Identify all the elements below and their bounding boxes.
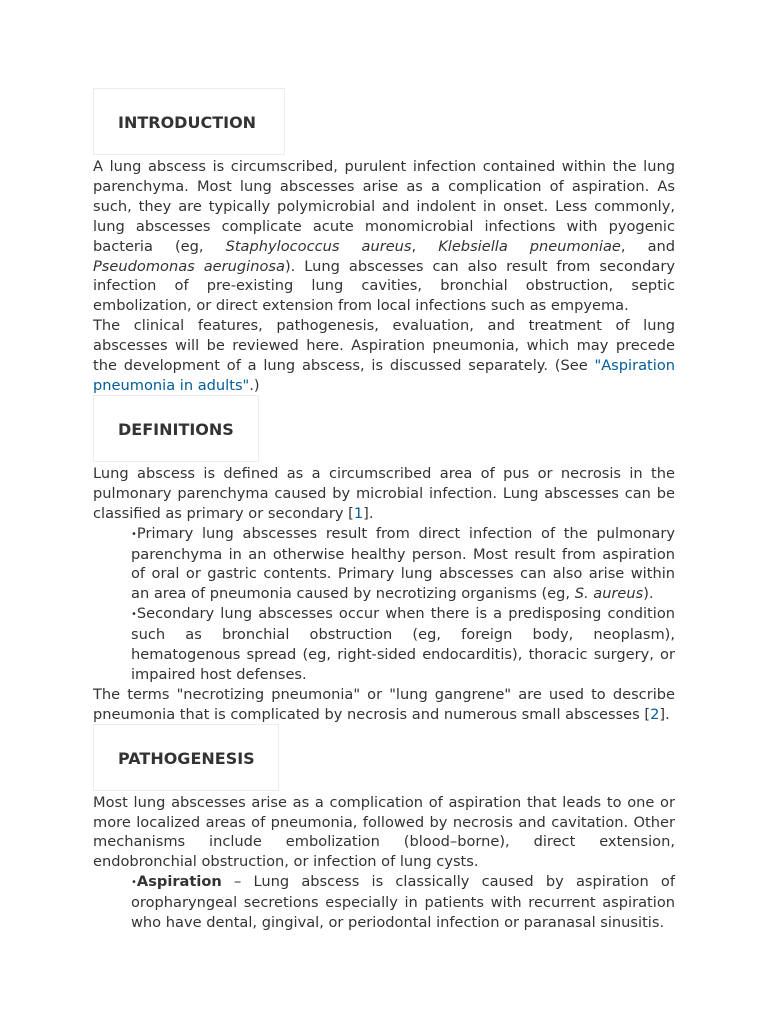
reference-link-2[interactable]: 2 — [650, 705, 660, 723]
intro-text: The clinical features, pathogenesis, evaluation, and treatment of lung abscesses will be reviewed here. Aspiration pneumonia, which may precede the development of a lung abscess, is discussed separately. (See — [93, 317, 675, 375]
definitions-text: ]. — [363, 504, 374, 522]
article — [93, 88, 675, 933]
bullet-icon: • — [131, 877, 137, 889]
bullet-term: Aspiration — [136, 873, 222, 891]
section-heading-pathogenesis: PATHOGENESIS — [93, 724, 279, 791]
reference-link-1[interactable]: 1 — [353, 504, 364, 522]
bullet-icon: • — [131, 609, 137, 621]
intro-text: ). Lung abscesses can also result from secondary infection of pre-existing lung cavities, bronchial obstruction, septic embolization, or direct extension from local infections such as empyema. — [93, 257, 675, 315]
pathogenesis-paragraph-1: Most lung abscesses arise as a complication of aspiration that leads to one or more localized areas of pneumonia, followed by necrosis and cavitation. Other mechanisms include embolization (blood–borne), direct extension, endobronchial obstruction, or infection of lung cysts. — [93, 793, 675, 871]
organism-name: Pseudomonas aeruginosa — [93, 257, 285, 275]
definitions-bullet-list — [93, 524, 675, 685]
section-heading-definitions: DEFINITIONS — [93, 395, 259, 462]
aspiration-pneumonia-link[interactable]: "Aspiration pneumonia in adults" — [93, 357, 675, 394]
definitions-text: The terms "necrotizing pneumonia" or "lung gangrene" are used to describe pneumonia that is complicated by necrosis and numerous small abscesses [ — [93, 685, 675, 723]
organism-name: Klebsiella pneumoniae — [438, 237, 621, 255]
list-item — [131, 524, 675, 605]
separator: , and — [620, 237, 676, 255]
definitions-text: Lung abscess is defined as a circumscribed area of pus or necrosis in the pulmonary parenchyma caused by microbial infection. Lung abscesses can be classified as primary or secondary [ — [93, 464, 675, 522]
definitions-paragraph-2 — [93, 685, 675, 725]
intro-text: A lung abscess is circumscribed, purulent infection contained within the lung parenchyma. Most lung abscesses arise as a complication of aspiration. As such, they are typically polymicrobial and indolent in onset. Less commonly, lung abscesses complicate acute monomicrobial infections with pyogenic bacteria (eg, — [93, 158, 675, 255]
intro-paragraph-2 — [93, 316, 675, 396]
bullet-text: ). — [643, 585, 654, 603]
section-heading-introduction: INTRODUCTION — [93, 88, 285, 155]
organism-name: S. aureus — [574, 585, 644, 603]
definitions-text: ]. — [659, 705, 670, 723]
pathogenesis-bullet-list — [93, 872, 675, 933]
bullet-text: – Lung abscess is classically caused by aspiration of oropharyngeal secretions especially in patients with recurrent aspiration who have dental, gingival, or periodontal infection or paranasal sinusitis. — [131, 873, 675, 932]
intro-paragraph-1 — [93, 157, 675, 316]
list-item — [131, 604, 675, 685]
list-item — [131, 872, 675, 933]
bullet-icon: • — [131, 528, 137, 540]
bullet-text: Secondary lung abscesses occur when there is a predisposing condition such as bronchial obstruction (eg, foreign body, neoplasm), hematogenous spread (eg, right-sided endocarditis), thoracic surgery, or impaired host defenses. — [131, 605, 675, 683]
separator: , — [411, 237, 439, 255]
definitions-paragraph-1 — [93, 464, 675, 524]
intro-text: .) — [249, 376, 260, 394]
bullet-text: Primary lung abscesses result from direct infection of the pulmonary parenchyma in an otherwise healthy person. Most result from aspiration of oral or gastric contents. Primary lung abscesses can also arise within an area of pneumonia caused by necrotizing organisms (eg, — [131, 524, 675, 603]
organism-name: Staphylococcus aureus — [225, 237, 412, 255]
